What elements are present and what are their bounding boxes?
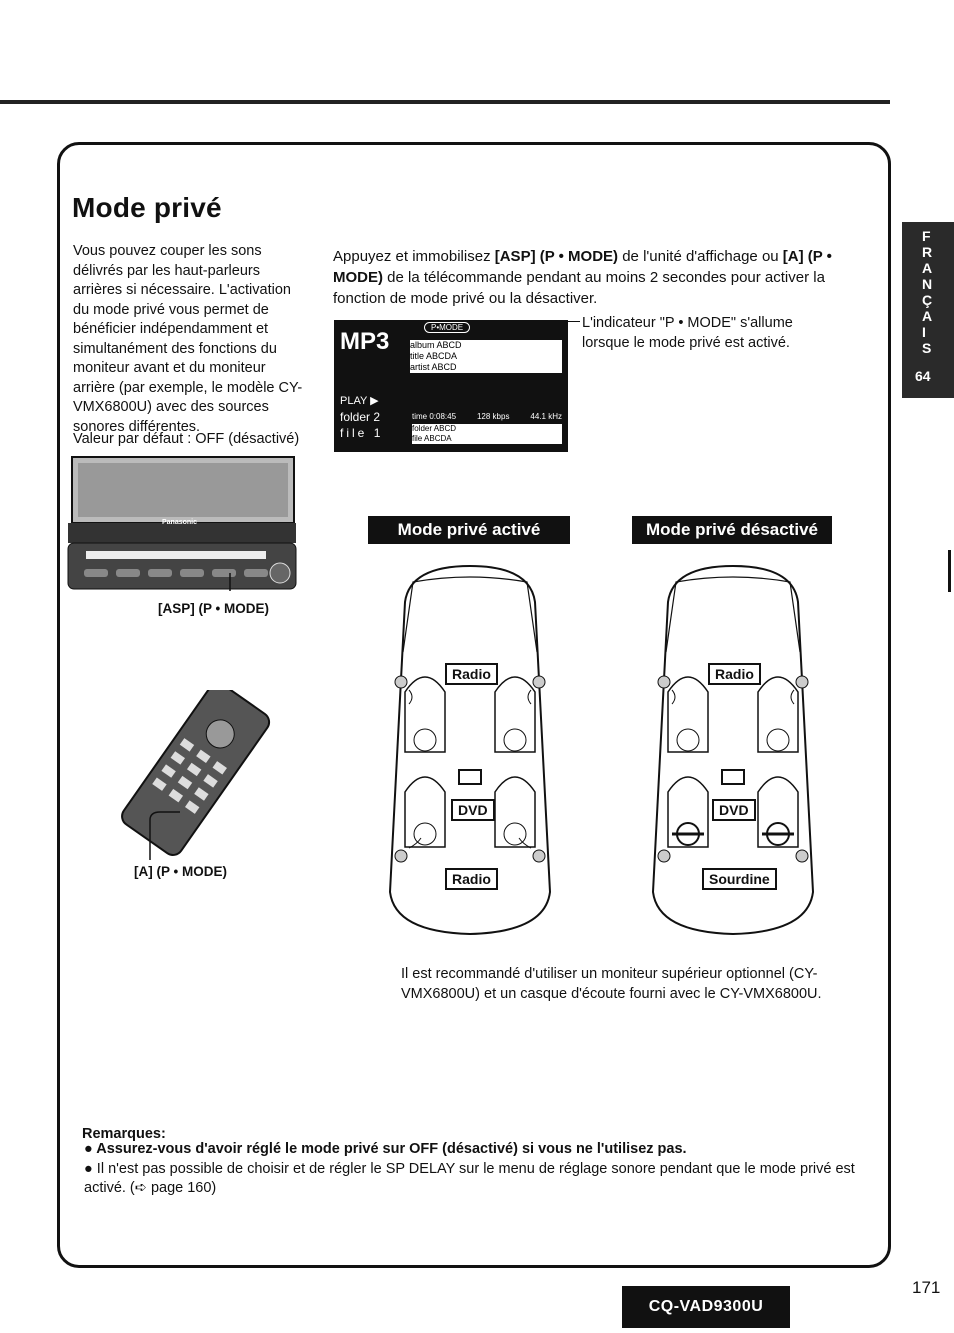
rear-mute-label: Sourdine bbox=[702, 868, 777, 890]
rear-screen-source-label: DVD bbox=[451, 799, 495, 821]
asp-button-caption: [ASP] (P • MODE) bbox=[158, 601, 269, 616]
asp-key-ref: [ASP] (P • MODE) bbox=[494, 248, 619, 265]
note-item-2: ● Il n'est pas possible de choisir et de régler le SP DELAY sur le menu de réglage sonore pendant que le mode privé est activé. (➪ page 160) bbox=[84, 1161, 855, 1196]
language-side-tab: F R A N Ç A I S 64 bbox=[902, 222, 954, 398]
a-key-ref: [A] (P • MODE) bbox=[333, 248, 832, 286]
edge-mark bbox=[948, 550, 951, 592]
car-diagram-mode-off bbox=[648, 562, 818, 936]
front-source-label-off: Radio bbox=[708, 663, 761, 685]
info-row-album: album ABCD bbox=[410, 340, 462, 350]
note-text-2: Il n'est pas possible de choisir et de régler le SP DELAY sur le menu de réglage sonore pendant que le mode privé est activé. (➪ page 160) bbox=[84, 1161, 855, 1196]
folder-file-panel: folder ABCD file ABCDA bbox=[412, 424, 562, 444]
notes-heading: Remarques: bbox=[82, 1126, 166, 1142]
p-mode-indicator: P•MODE bbox=[424, 322, 470, 333]
unit-brand: Panasonic bbox=[162, 519, 198, 526]
note-item-1: ● Assurez-vous d'avoir réglé le mode privé sur OFF (désactivé) si vous ne l'utilisez pas. bbox=[84, 1141, 687, 1157]
display-screen-illustration bbox=[334, 320, 568, 452]
playback-stats bbox=[412, 412, 562, 421]
file-counter: file 1 bbox=[340, 426, 384, 440]
model-number-badge: CQ-VAD9300U bbox=[622, 1286, 790, 1328]
private-mode-on-label: Mode privé activé bbox=[368, 516, 570, 544]
rear-source-label: Radio bbox=[445, 868, 498, 890]
indicator-leader-line bbox=[466, 321, 580, 322]
instruction-paragraph bbox=[333, 246, 853, 309]
play-status: PLAY ▶ bbox=[340, 395, 379, 407]
recommendation-text: Il est recommandé d'utiliser un moniteur supérieur optionnel (CY-VMX6800U) et un casque d'écoute fourni avec le CY-VMX6800U. bbox=[401, 966, 822, 1002]
page-number: 171 bbox=[912, 1278, 941, 1297]
instruction-text-3: de la télécommande pendant au moins 2 secondes pour activer la fonction de mode privé ou la désactiver. bbox=[333, 269, 825, 307]
top-rule bbox=[0, 100, 890, 104]
car-diagram-mode-on bbox=[385, 562, 555, 936]
instruction-text-2: de l'unité d'affichage ou bbox=[618, 248, 783, 265]
section-title: Mode privé bbox=[72, 192, 222, 223]
default-value: Valeur par défaut : OFF (désactivé) bbox=[73, 431, 300, 447]
private-mode-off-label: Mode privé désactivé bbox=[632, 516, 832, 544]
remote-control-drawing bbox=[110, 690, 280, 865]
info-row-artist: artist ABCD bbox=[410, 362, 457, 372]
front-source-label: Radio bbox=[445, 663, 498, 685]
sample-rate: 44.1 kHz bbox=[530, 412, 562, 421]
instruction-text-1: Appuyez et immobilisez bbox=[333, 248, 495, 265]
intro-paragraph: Vous pouvez couper les sons délivrés par les haut-parleurs arrières si nécessaire. L'activation du mode privé vous permet de bénéficier indépendamment et simultanément des fonctions du moniteur avant et du moniteur arrière (par exemple, le modèle CY-VMX6800U) avec des sources sonores différentes. bbox=[73, 243, 303, 435]
head-unit-illustration bbox=[66, 455, 298, 591]
folder-counter: folder 2 bbox=[340, 410, 381, 424]
play-time: time 0:08:45 bbox=[412, 412, 457, 421]
info-row-title: title ABCDA bbox=[410, 351, 458, 361]
section-page-number: 64 bbox=[915, 368, 931, 384]
mp3-mode-label: MP3 bbox=[340, 328, 390, 355]
note-text-1: Assurez-vous d'avoir réglé le mode privé sur OFF (désactivé) si vous ne l'utilisez pas. bbox=[96, 1141, 687, 1157]
rear-screen-source-label-off: DVD bbox=[712, 799, 756, 821]
track-info-panel bbox=[410, 340, 562, 373]
indicator-note: L'indicateur "P • MODE" s'allume lorsque le mode privé est activé. bbox=[582, 315, 793, 351]
remote-button-caption: [A] (P • MODE) bbox=[134, 864, 227, 879]
bitrate: 128 kbps bbox=[476, 412, 510, 421]
remote-control-illustration bbox=[110, 690, 280, 865]
